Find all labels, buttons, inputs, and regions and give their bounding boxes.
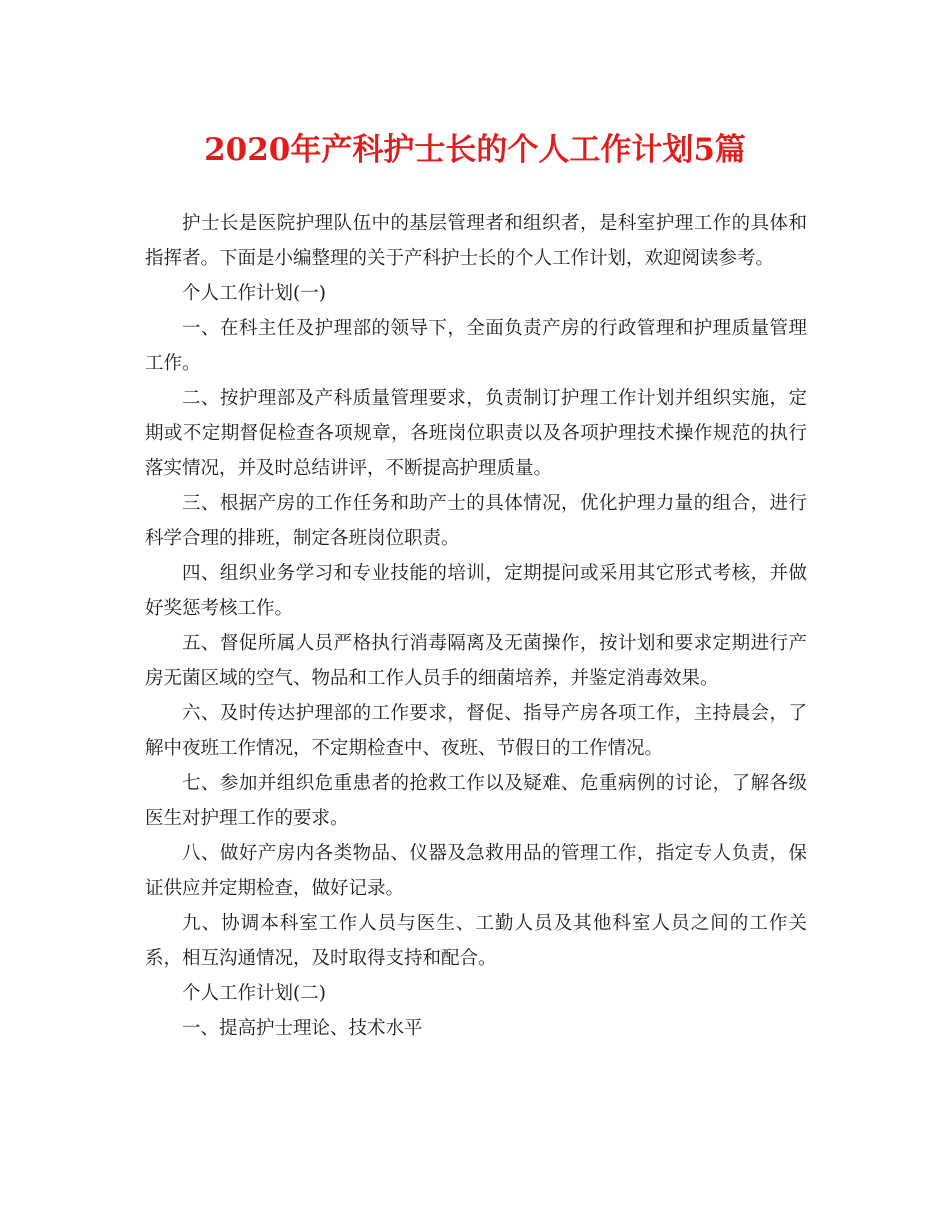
plan-item: 五、督促所属人员严格执行消毒隔离及无菌操作，按计划和要求定期进行产房无菌区域的空气、物品和工作人员手的细菌培养，并鉴定消毒效果。 [145, 633, 807, 689]
section-heading: 个人工作计划(一) [182, 283, 326, 304]
plan-item: 九、协调本科室工作人员与医生、工勤人员及其他科室人员之间的工作关系，相互沟通情况，及时取得支持和配合。 [145, 913, 807, 969]
document-title: 2020年产科护士长的个人工作计划5篇 [204, 132, 746, 168]
plan-item: 六、及时传达护理部的工作要求，督促、指导产房各项工作，主持晨会，了解中夜班工作情况，不定期检查中、夜班、节假日的工作情况。 [145, 703, 807, 759]
section-heading: 个人工作计划(二) [182, 983, 326, 1004]
plan-item: 四、组织业务学习和专业技能的培训，定期提问或采用其它形式考核，并做好奖惩考核工作。 [145, 563, 807, 619]
document-body [145, 206, 807, 1046]
plan-item: 一、在科主任及护理部的领导下，全面负责产房的行政管理和护理质量管理工作。 [145, 318, 807, 374]
plan-item: 二、按护理部及产科质量管理要求，负责制订护理工作计划并组织实施，定期或不定期督促检查各项规章，各班岗位职责以及各项护理技术操作规范的执行落实情况，并及时总结讲评，不断提高护理质量。 [145, 388, 807, 479]
intro-paragraph: 护士长是医院护理队伍中的基层管理者和组织者，是科室护理工作的具体和指挥者。下面是小编整理的关于产科护士长的个人工作计划，欢迎阅读参考。 [145, 213, 807, 269]
plan-item: 三、根据产房的工作任务和助产士的具体情况，优化护理力量的组合，进行科学合理的排班，制定各班岗位职责。 [145, 493, 807, 549]
plan-item: 七、参加并组织危重患者的抢救工作以及疑难、危重病例的讨论，了解各级医生对护理工作的要求。 [145, 773, 807, 829]
plan-item: 八、做好产房内各类物品、仪器及急救用品的管理工作，指定专人负责，保证供应并定期检查，做好记录。 [145, 843, 807, 899]
plan-item: 一、提高护士理论、技术水平 [182, 1018, 423, 1039]
